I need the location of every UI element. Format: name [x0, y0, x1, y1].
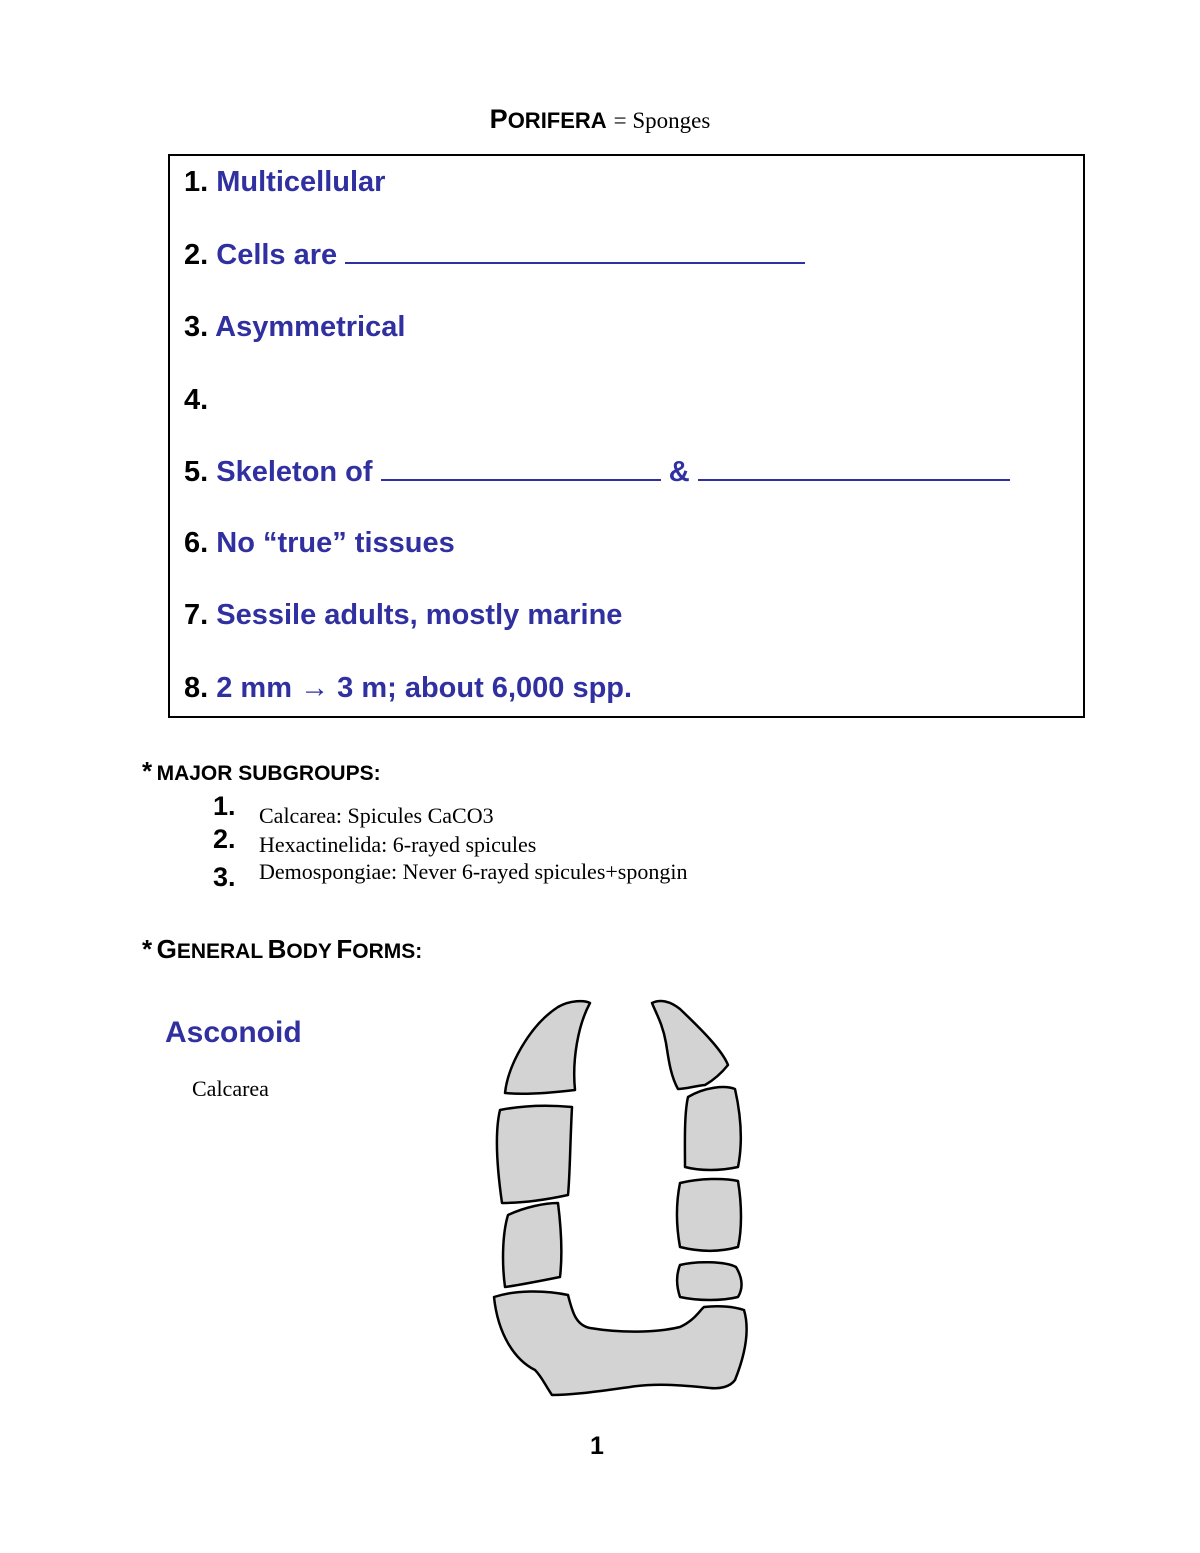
fill-in-blank	[345, 240, 805, 264]
subgroups-heading: * MAJOR SUBGROUPS:	[142, 756, 381, 786]
subgroup-number: 1.	[213, 791, 236, 821]
wall-segment	[685, 1087, 741, 1170]
subgroup-text: Demospongiae: Never 6-rayed spicules+spongin	[259, 859, 688, 884]
wall-segment	[677, 1262, 742, 1300]
characteristic-item: 7. Sessile adults, mostly marine	[184, 599, 623, 631]
page-title: PORIFERA = Sponges	[489, 104, 711, 134]
body-forms-heading: * GENERAL BODY FORMS:	[142, 934, 423, 964]
wall-segment	[503, 1203, 561, 1287]
body-form-name: Asconoid	[165, 1016, 302, 1049]
fill-in-blank	[381, 457, 661, 481]
characteristics-box	[168, 154, 1085, 718]
wall-segment	[652, 1001, 728, 1089]
arrow-icon: →	[300, 672, 330, 704]
asconoid-sponge-diagram-icon	[480, 985, 760, 1405]
body-form-class: Calcarea	[192, 1076, 269, 1101]
subgroup-number: 2.	[213, 824, 236, 854]
wall-segment	[505, 1001, 590, 1094]
subgroup-number: 3.	[213, 862, 236, 892]
subgroup-text: Hexactinelida: 6-rayed spicules	[259, 832, 537, 857]
wall-segment	[677, 1179, 741, 1251]
title-suffix: = Sponges	[613, 108, 711, 133]
wall-segment	[497, 1106, 572, 1203]
characteristic-item: 3. Asymmetrical	[184, 311, 406, 343]
characteristic-item: 8. 2 mm → 3 m; about 6,000 spp.	[184, 672, 633, 704]
characteristic-item: 2. Cells are	[184, 240, 805, 270]
characteristic-item: 1. Multicellular	[184, 166, 386, 198]
characteristic-item: 6. No “true” tissues	[184, 527, 455, 559]
page-number: 1	[590, 1432, 604, 1460]
characteristic-item: 5. Skeleton of &	[184, 457, 1010, 487]
fill-in-blank	[698, 457, 1010, 481]
wall-segment	[494, 1291, 747, 1395]
characteristic-item: 4.	[184, 384, 209, 416]
subgroup-text: Calcarea: Spicules CaCO3	[259, 803, 494, 828]
